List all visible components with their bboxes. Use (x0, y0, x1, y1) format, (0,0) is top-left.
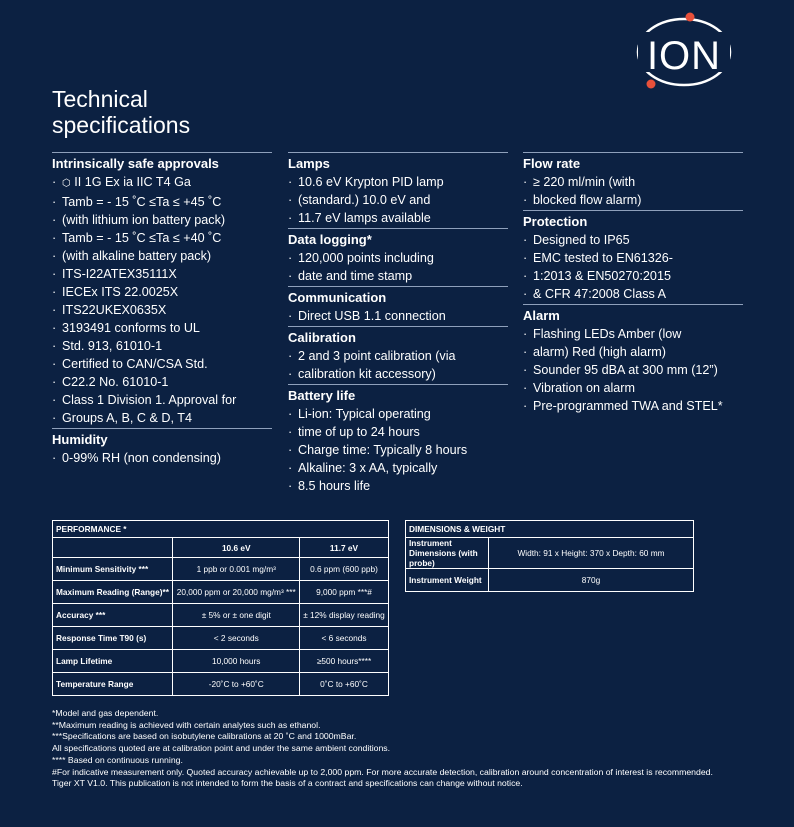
footnote: Tiger XT V1.0. This publication is not intended to form the basis of a contract and specifications can change without notice. (52, 778, 523, 789)
list-item: · 10.6 eV Krypton PID lamp (288, 173, 508, 191)
footnote: #For indicative measurement only. Quoted accuracy achievable up to 2,000 ppm. For more accurate detection, calibration around concentration of interest is recommended. (52, 766, 713, 777)
list-item: · Charge time: Typically 8 hours (288, 441, 508, 459)
column-header: 10.6 eV (173, 538, 300, 558)
table-cell: ± 12% display reading (300, 604, 388, 627)
ex-hexagon-icon: ⬡ (62, 178, 71, 189)
ion-logo (622, 10, 750, 90)
list-item: · Tamb = - 15 ˚C ≤Ta ≤ +45 ˚C (52, 193, 272, 211)
list-item: · 3193491 conforms to UL (52, 319, 272, 337)
section-lamps (288, 152, 508, 228)
table-cell: < 2 seconds (173, 627, 300, 650)
row-label: Instrument Dimensions (with probe) (406, 538, 489, 569)
section-list (288, 405, 508, 496)
table-row (53, 627, 388, 650)
table-row (53, 581, 388, 604)
title-line-2: specifications (52, 112, 191, 138)
table-cell: 0.6 ppm (600 ppb) (300, 558, 388, 581)
section-battery-life (288, 384, 508, 496)
column-header: 11.7 eV (300, 538, 388, 558)
list-item: · 8.5 hours life (288, 477, 508, 495)
list-item: · EMC tested to EN61326- (523, 249, 743, 267)
list-item: · 1:2013 & EN50270:2015 (523, 267, 743, 285)
footnote: *Model and gas dependent. (52, 708, 159, 718)
section-title: Protection (523, 210, 743, 231)
table-cell: Width: 91 x Height: 370 x Depth: 60 mm (489, 538, 693, 569)
section-title: Alarm (523, 304, 743, 325)
table-row (406, 569, 693, 591)
section-title: Flow rate (523, 152, 743, 173)
section-alarm (523, 304, 743, 416)
table-cell: 870g (581, 575, 601, 585)
table-caption: DIMENSIONS & WEIGHT (406, 521, 693, 538)
list-item: · IECEx ITS 22.0025X (52, 283, 272, 301)
section-title: Data logging* (288, 228, 508, 249)
table-cell: 20,000 ppm or 20,000 mg/m³ *** (173, 581, 300, 604)
section-list (288, 249, 508, 286)
list-item: · Alkaline: 3 x AA, typically (288, 459, 508, 477)
list-item: · blocked flow alarm) (523, 191, 743, 209)
list-item: · C22.2 No. 61010-1 (52, 373, 272, 391)
performance-table (52, 520, 389, 696)
list-item: · Class 1 Division 1. Approval for (52, 391, 272, 409)
footnotes (52, 708, 752, 790)
section-humidity (52, 428, 272, 468)
section-list (52, 173, 272, 428)
section-list (52, 449, 272, 468)
list-item: · 11.7 eV lamps available (288, 209, 508, 227)
section-flow-rate (523, 152, 743, 210)
list-item: · Certified to CAN/CSA Std. (52, 355, 272, 373)
table-row (406, 538, 693, 569)
table-cell: 0˚C to +60˚C (320, 679, 368, 689)
section-list (288, 347, 508, 384)
section-list (288, 307, 508, 326)
spec-column-1 (52, 152, 272, 468)
list-item: · ITS22UKEX0635X (52, 301, 272, 319)
section-calibration (288, 326, 508, 384)
section-title: Calibration (288, 326, 508, 347)
list-item: · ⬡ II 1G Ex ia IIC T4 Ga (52, 173, 272, 193)
spec-column-3 (523, 152, 743, 416)
column-header-empty (53, 538, 173, 558)
list-item: · ITS-I22ATEX35111X (52, 265, 272, 283)
table-cell: 1 ppb or 0.001 mg/m³ (173, 558, 300, 581)
list-item: · Tamb = - 15 ˚C ≤Ta ≤ +40 ˚C (52, 229, 272, 247)
footnote: **** Based on continuous running. (52, 754, 183, 765)
list-item: · ≥ 220 ml/min (with (523, 173, 743, 191)
list-item: · Sounder 95 dBA at 300 mm (12”) (523, 361, 743, 379)
footnote: **Maximum reading is achieved with certain analytes such as ethanol. (52, 719, 321, 730)
footnote: All specifications quoted are at calibration point and under the same ambient conditions. (52, 743, 391, 754)
list-item: · Direct USB 1.1 connection (288, 307, 508, 325)
section-title: Battery life (288, 384, 508, 405)
spec-column-2 (288, 152, 508, 496)
table-cell: -20˚C to +60˚C (173, 673, 300, 695)
list-item: · calibration kit accessory) (288, 365, 508, 383)
row-label: Response Time T90 (s) (53, 627, 173, 650)
section-data-logging (288, 228, 508, 286)
list-item: · Pre-programmed TWA and STEL* (523, 397, 743, 415)
list-item: · Li-ion: Typical operating (288, 405, 508, 423)
list-item: · alarm) Red (high alarm) (523, 343, 743, 361)
title-line-1: Technical (52, 86, 148, 112)
list-item: · date and time stamp (288, 267, 508, 285)
section-list (523, 325, 743, 416)
list-item: · (with alkaline battery pack) (52, 247, 272, 265)
row-label: Instrument Weight (406, 569, 489, 591)
list-item: · Std. 913, 61010-1 (52, 337, 272, 355)
row-label: Accuracy *** (53, 604, 173, 627)
list-item: · 2 and 3 point calibration (via (288, 347, 508, 365)
section-title: Intrinsically safe approvals (52, 152, 272, 173)
list-item: · & CFR 47:2008 Class A (523, 285, 743, 303)
table-cell: ± 5% or ± one digit (173, 604, 300, 627)
logo-text: ION (646, 34, 722, 78)
table-cell: < 6 seconds (300, 627, 388, 650)
list-item: · Groups A, B, C & D, T4 (52, 409, 272, 427)
footnote: ***Specifications are based on isobutylene calibrations at 20 ˚C and 1000mBar. (52, 731, 357, 742)
section-list (523, 231, 743, 304)
dimensions-table (405, 520, 694, 592)
section-title: Communication (288, 286, 508, 307)
section-list (288, 173, 508, 228)
page-title (52, 86, 312, 138)
section-list (523, 173, 743, 210)
list-item: · time of up to 24 hours (288, 423, 508, 441)
section-communication (288, 286, 508, 326)
table-cell: 9,000 ppm ***# (300, 581, 388, 604)
row-label: Minimum Sensitivity *** (53, 558, 173, 581)
row-label: Lamp Lifetime (53, 650, 173, 673)
table-row (53, 673, 388, 695)
section-title: Lamps (288, 152, 508, 173)
row-label: Temperature Range (53, 673, 173, 695)
list-item: · 0-99% RH (non condensing) (52, 449, 272, 467)
list-item: · 120,000 points including (288, 249, 508, 267)
list-item: · Designed to IP65 (523, 231, 743, 249)
list-item: · (standard.) 10.0 eV and (288, 191, 508, 209)
table-caption: PERFORMANCE * (53, 521, 388, 538)
list-item: · (with lithium ion battery pack) (52, 211, 272, 229)
section-approvals (52, 152, 272, 428)
row-label: Maximum Reading (Range)** (53, 581, 173, 604)
table-row (53, 558, 388, 581)
table-row (53, 604, 388, 627)
list-item: · Vibration on alarm (523, 379, 743, 397)
list-item: · Flashing LEDs Amber (low (523, 325, 743, 343)
section-title: Humidity (52, 428, 272, 449)
table-cell: ≥500 hours**** (300, 650, 388, 673)
table-row (53, 650, 388, 673)
table-cell: 10,000 hours (173, 650, 300, 673)
section-protection (523, 210, 743, 304)
